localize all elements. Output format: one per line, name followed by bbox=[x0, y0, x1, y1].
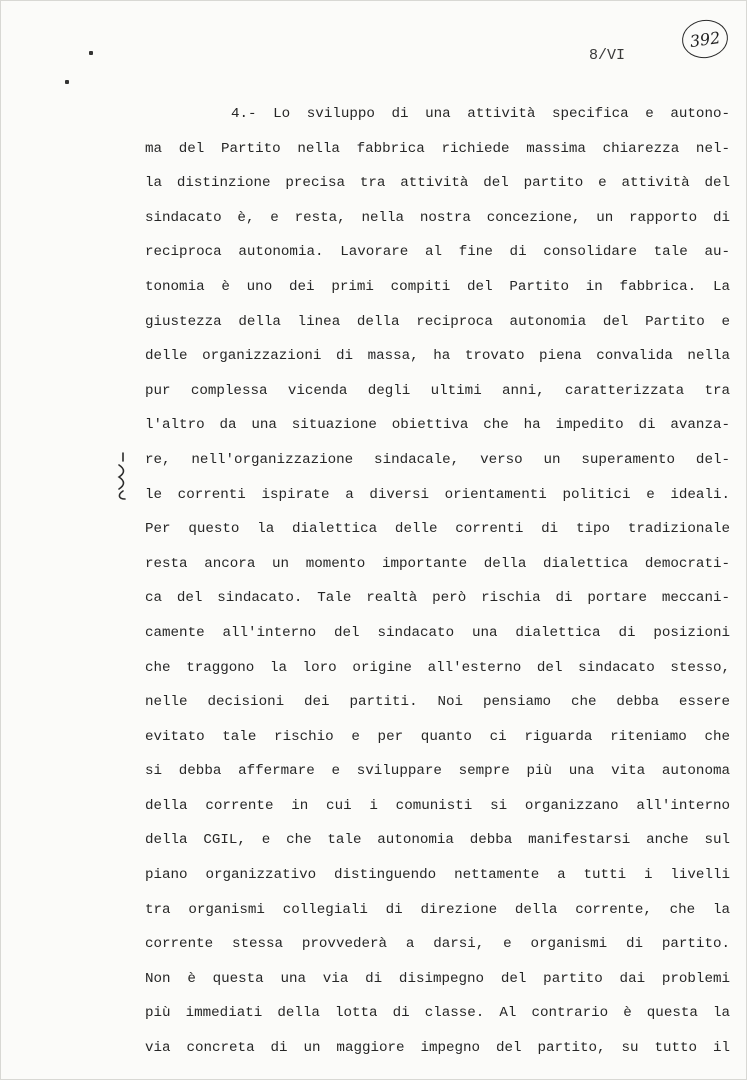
text-line: della CGIL, e che tale autonomia debba manifestarsi anche sul bbox=[145, 832, 730, 849]
page-reference: 8/VI bbox=[589, 47, 626, 64]
text-line: piano organizzativo distinguendo nettamente a tutti i livelli bbox=[145, 867, 730, 884]
text-line: giustezza della linea della reciproca autonomia del Partito e bbox=[145, 313, 730, 330]
text-line: ca del sindacato. Tale realtà però rischia di portare meccani- bbox=[145, 590, 730, 607]
text-line: ma del Partito nella fabbrica richiede massima chiarezza nel- bbox=[145, 140, 730, 157]
archive-stamp-number: 392 bbox=[688, 27, 722, 51]
text-line: sindacato è, e resta, nella nostra concezione, un rapporto di bbox=[145, 209, 730, 226]
text-line: via concreta di un maggiore impegno del partito, su tutto il bbox=[145, 1040, 730, 1057]
margin-annotation-brace-icon bbox=[111, 451, 135, 501]
text-line: si debba affermare e sviluppare sempre più una vita autonoma bbox=[145, 763, 730, 780]
text-line: camente all'interno del sindacato una dialettica di posizioni bbox=[145, 624, 730, 641]
text-line: tonomia è uno dei primi compiti del Partito in fabbrica. La bbox=[145, 278, 730, 295]
text-line: pur complessa vicenda degli ultimi anni, caratterizzata tra bbox=[145, 382, 730, 399]
text-line: 4.- Lo sviluppo di una attività specifica e autono- bbox=[231, 106, 730, 122]
archive-stamp bbox=[680, 17, 731, 61]
ink-speck bbox=[65, 80, 69, 84]
text-line: l'altro da una situazione obiettiva che ha impedito di avanza- bbox=[145, 417, 730, 434]
typed-text-body bbox=[145, 97, 730, 1066]
text-line: Non è questa una via di disimpegno del partito dai problemi bbox=[145, 970, 730, 987]
text-line: nelle decisioni dei partiti. Noi pensiamo che debba essere bbox=[145, 694, 730, 711]
text-line: Per questo la dialettica delle correnti di tipo tradizionale bbox=[145, 521, 730, 538]
text-line: che traggono la loro origine all'esterno del sindacato stesso, bbox=[145, 659, 730, 676]
text-line: le correnti ispirate a diversi orientamenti politici e ideali. bbox=[145, 486, 730, 503]
text-line: tra organismi collegiali di direzione della corrente, che la bbox=[145, 901, 730, 918]
text-line: della corrente in cui i comunisti si organizzano all'interno bbox=[145, 797, 730, 814]
text-line: reciproca autonomia. Lavorare al fine di consolidare tale au- bbox=[145, 244, 730, 261]
text-line: corrente stessa provvederà a darsi, e organismi di partito. bbox=[145, 936, 730, 953]
text-line: più immediati della lotta di classe. Al contrario è questa la bbox=[145, 1005, 730, 1022]
text-line: evitato tale rischio e per quanto ci riguarda riteniamo che bbox=[145, 728, 730, 745]
text-line: la distinzione precisa tra attività del partito e attività del bbox=[145, 175, 730, 192]
ink-speck bbox=[89, 51, 93, 55]
text-line: delle organizzazioni di massa, ha trovato piena convalida nella bbox=[145, 348, 730, 365]
text-line: resta ancora un momento importante della dialettica democrati- bbox=[145, 555, 730, 572]
text-line: re, nell'organizzazione sindacale, verso un superamento del- bbox=[145, 451, 730, 468]
